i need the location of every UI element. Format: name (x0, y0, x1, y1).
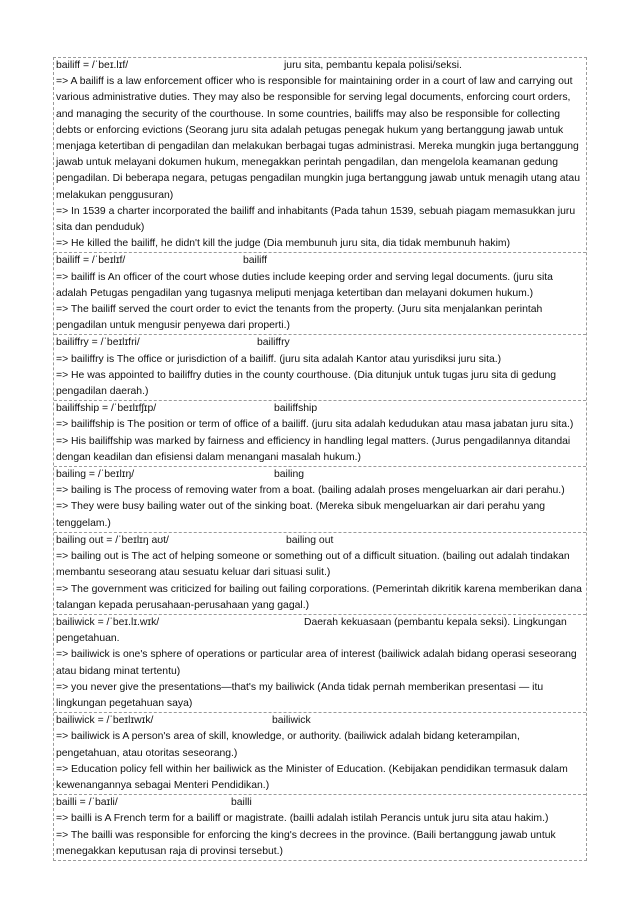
example-line: => His bailiffship was marked by fairness and efficiency in handling legal matters. (Jurus pengadilannya ditandai dengan keadilan dan efisiensi dalam menangani masalah hukum.) (56, 435, 571, 463)
entry-bailiff-2 (54, 252, 586, 334)
entry-header (54, 335, 586, 351)
definition-line: => bailiff is An officer of the court whose duties include keeping order and serving legal documents. (juru sita adalah Petugas pengadilan yang tugasnya meliputi menjaga ketertiban dan melayani dokumen hukum.) (56, 271, 553, 299)
entry-header (54, 253, 586, 269)
translation: bailiffry (257, 337, 290, 349)
example-line: => In 1539 a charter incorporated the bailiff and inhabitants (Pada tahun 1539, sebuah piagam memasukkan juru sita dan penduduk) (56, 205, 576, 234)
entry-bailing-out (54, 532, 586, 614)
headword: bailli = /ˈbaɪli/ (56, 797, 118, 809)
example-line: => The bailiff served the court order to evict the tenants from the property. (Juru sita menjalankan perintah pengadilan untuk mengusir penyewa dari properti.) (56, 304, 543, 332)
translation: bailing out (286, 534, 334, 546)
example-line: => He killed the bailiff, he didn't kill the judge (Dia membunuh juru sita, dia tidak membunuh hakim) (56, 238, 511, 250)
example-line: => you never give the presentations—that's my bailiwick (Anda tidak pernah memberikan presentasi — itu lingkungan pegetahuan saya) (56, 681, 544, 709)
headword: bailiffship = /ˈbeɪlɪfʃɪp/ (56, 403, 157, 415)
definition-line: => bailing out is The act of helping someone or something out of a difficult situation. (bailing out adalah tindakan membantu seseorang atau sesuatu keluar dari situasi sulit.) (56, 551, 570, 579)
entry-header (54, 401, 586, 417)
definition-line: => bailiffship is The position or term of office of a bailiff. (juru sita adalah kedudukan atau masa jabatan juru sita.) (56, 419, 574, 431)
translation: juru sita, pembantu kepala polisi/seksi. (284, 60, 462, 71)
entry-bailiwick-2 (54, 712, 586, 794)
entry-header (54, 713, 586, 729)
headword: bailiff = /ˈbeɪlɪf/ (56, 255, 126, 267)
entry-bailli (54, 794, 586, 860)
example-line: => He was appointed to bailiffry duties in the county courthouse. (Dia ditunjuk untuk tugas juru sita di gedung pengadilan daerah.) (56, 369, 557, 398)
headword: bailiffry = /ˈbeɪlɪfri/ (56, 337, 140, 349)
entry-header (54, 467, 586, 483)
definition-line: => bailiffry is The office or jurisdiction of a bailiff. (juru sita adalah Kantor atau yurisdiksi juru sita.) (56, 353, 502, 365)
headword: bailiff = /ˈbeɪ.lɪf/ (56, 60, 129, 71)
entry-bailiffship (54, 400, 586, 466)
definition-line: => bailiwick is one's sphere of operations or particular area of interest (bailiwick adalah bidang operasi seseorang atau bidang minat tertentu) (56, 649, 577, 677)
headword: bailiwick = /ˈbeɪlɪwɪk/ (56, 715, 154, 727)
headword: bailing = /ˈbeɪlɪŋ/ (56, 469, 135, 481)
translation: bailiffship (274, 403, 318, 415)
definition-line: => bailiwick is A person's area of skill, knowledge, or authority. (bailiwick adalah bidang keterampilan, pengetahuan, atau otoritas seseorang.) (56, 731, 520, 759)
translation: bailing (274, 469, 305, 481)
entry-bailiffry (54, 334, 586, 400)
dictionary-entries (53, 57, 587, 861)
entry-header (54, 58, 586, 74)
entry-bailing (54, 466, 586, 532)
translation: bailiwick (272, 715, 311, 727)
entry-header (54, 795, 586, 811)
example-line: => The bailli was responsible for enforcing the king's decrees in the province. (Baili bertanggung jawab untuk menegakkan keputusan raja di provinsi tersebut.) (56, 829, 556, 857)
definition-line: => bailing is The process of removing water from a boat. (bailing adalah proses mengeluarkan air dari perahu.) (56, 485, 565, 497)
definition-line: => A bailiff is a law enforcement officer who is responsible for maintaining order in a court of law and carrying out various administrative duties. They may also be responsible for serving legal documents, enforcing court orders, and managing the security of the courthouse. In some countries, bailiffs may also be responsible for collecting debts or enforcing evictions (Seorang juru sita adalah petugas penegak hukum yang bertanggung jawab untuk menjaga ketertiban di pengadilan dan melakukan berbagai tugas administrasi. Mereka mungkin juga bertanggung jawab untuk melayani dokumen hukum, menegakkan perintah pengadilan, dan mengelola keamanan gedung pengadilan. Di beberapa negara, petugas pengadilan mungkin juga bertanggung jawab untuk menagih utang atau melakukan penggusuran) (56, 76, 580, 201)
entry-header (54, 533, 586, 549)
headword: bailiwick = /ˈbeɪ.lɪ.wɪk/ (56, 616, 160, 628)
definition-line: => bailli is A French term for a bailiff or magistrate. (bailli adalah istilah Perancis untuk juru sita atau hakim.) (56, 813, 549, 825)
translation: bailiff (243, 255, 268, 267)
headword: bailing out = /ˈbeɪlɪŋ aʊt/ (56, 534, 169, 546)
example-line: => Education policy fell within her bailiwick as the Minister of Education. (Kebijakan pendidikan termasuk dalam kewenangannya sebagai Menteri Pendidikan.) (56, 763, 568, 791)
translation: Daerah kekuasaan (pembantu kepala seksi). Lingkungan pengetahuan. (56, 616, 567, 645)
entry-bailiwick (54, 614, 586, 712)
translation: bailli (231, 797, 252, 809)
entry-header (54, 615, 586, 647)
example-line: => The government was criticized for bailing out failing corporations. (Pemerintah dikritik karena memberikan dana talangan kepada perusahaan-perusahaan yang gagal.) (56, 583, 582, 611)
entry-bailiff (54, 58, 586, 252)
example-line: => They were busy bailing water out of the sinking boat. (Mereka sibuk mengeluarkan air dari perahu yang tenggelam.) (56, 501, 546, 529)
